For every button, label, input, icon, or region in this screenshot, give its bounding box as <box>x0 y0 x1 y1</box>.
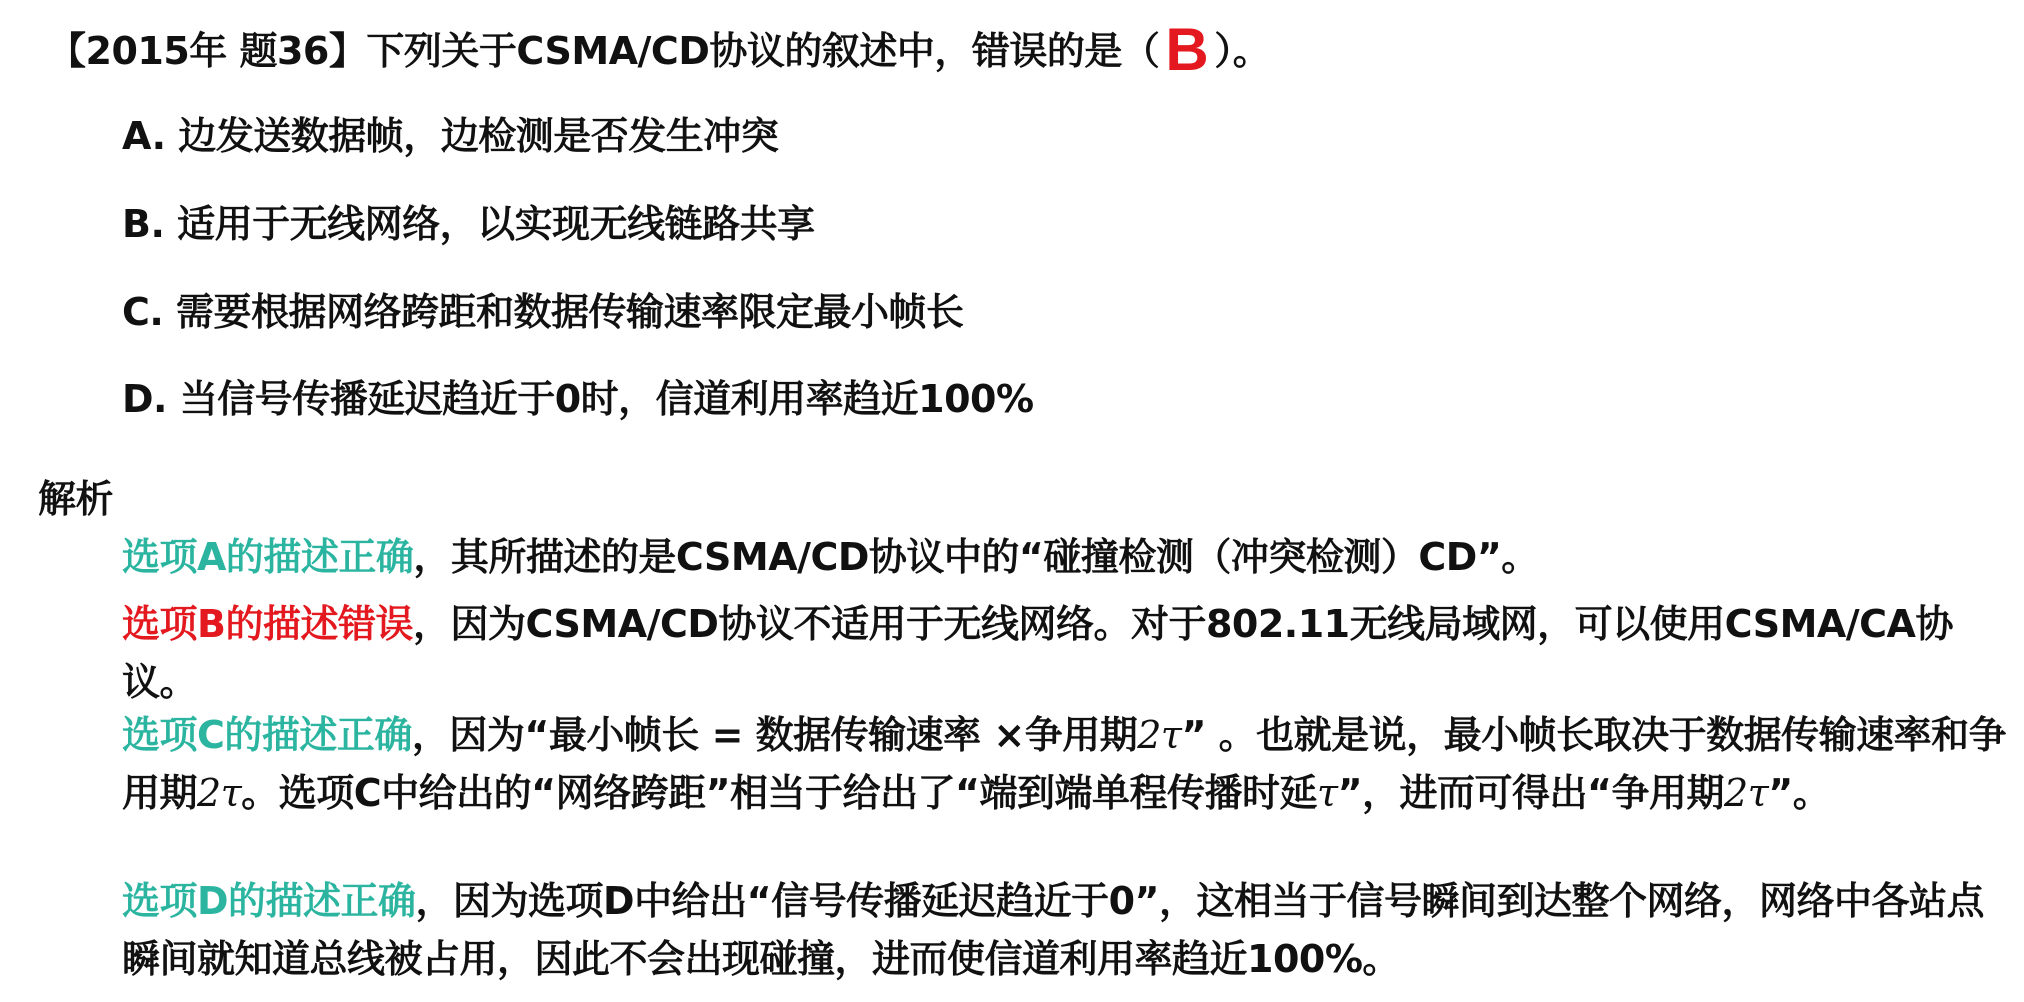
question-prefix: 【2015年 题36】下列关于CSMA/CD协议的叙述中，错误的是（ <box>48 29 1160 73</box>
analysis-c-math-1: 2τ <box>1137 713 1182 757</box>
analysis-b-highlight: 选项B的描述错误 <box>122 602 413 646</box>
analysis-a-highlight: 选项A的描述正确 <box>122 535 414 579</box>
analysis-paragraph-a <box>122 528 2012 586</box>
analysis-c-highlight: 选项C的描述正确 <box>122 713 412 757</box>
analysis-c-text-2: ” 。也就是说，最小帧长取决于数据传输速率和争用期 <box>122 713 2007 815</box>
analysis-heading: 解析 <box>38 477 114 521</box>
question-stem <box>48 16 1271 83</box>
analysis-d-text: ，因为选项D中给出“信号传播延迟趋近于0”，这相当于信号瞬间到达整个网络，网络中各站点瞬间就知道总线被占用，因此不会出现碰撞，进而使信道利用率趋近100%。 <box>122 879 1984 981</box>
option-a: A. 边发送数据帧，边检测是否发生冲突 <box>122 114 779 158</box>
analysis-c-math-3: τ <box>1317 771 1338 815</box>
option-d: D. 当信号传播延迟趋近于0时，信道利用率趋近100% <box>122 377 1034 421</box>
analysis-c-text-3: 。选项C中给出的“网络跨距”相当于给出了“端到端单程传播时延 <box>241 771 1318 815</box>
analysis-paragraph-b <box>122 595 2012 711</box>
analysis-d-highlight: 选项D的描述正确 <box>122 879 416 923</box>
analysis-b-text: ，因为CSMA/CD协议不适用于无线网络。对于802.11无线局域网，可以使用CSMA/CA协议。 <box>122 602 1953 704</box>
analysis-c-text-5: ”。 <box>1768 771 1831 815</box>
option-b: B. 适用于无线网络，以实现无线链路共享 <box>122 202 815 246</box>
answer-letter: B <box>1165 16 1209 83</box>
option-c: C. 需要根据网络跨距和数据传输速率限定最小帧长 <box>122 290 964 334</box>
analysis-c-text-4: ”，进而可得出“争用期 <box>1337 771 1725 815</box>
analysis-c-math-2: 2τ <box>197 771 242 815</box>
question-suffix: ）。 <box>1214 29 1271 73</box>
analysis-paragraph-d <box>122 872 2012 988</box>
analysis-c-math-4: 2τ <box>1724 771 1769 815</box>
analysis-a-text: ，其所描述的是CSMA/CD协议中的“碰撞检测（冲突检测）CD”。 <box>413 535 1539 579</box>
analysis-paragraph-c <box>122 706 2012 822</box>
analysis-c-text-1: ，因为“最小帧长 = 数据传输速率 ×争用期 <box>411 713 1138 757</box>
